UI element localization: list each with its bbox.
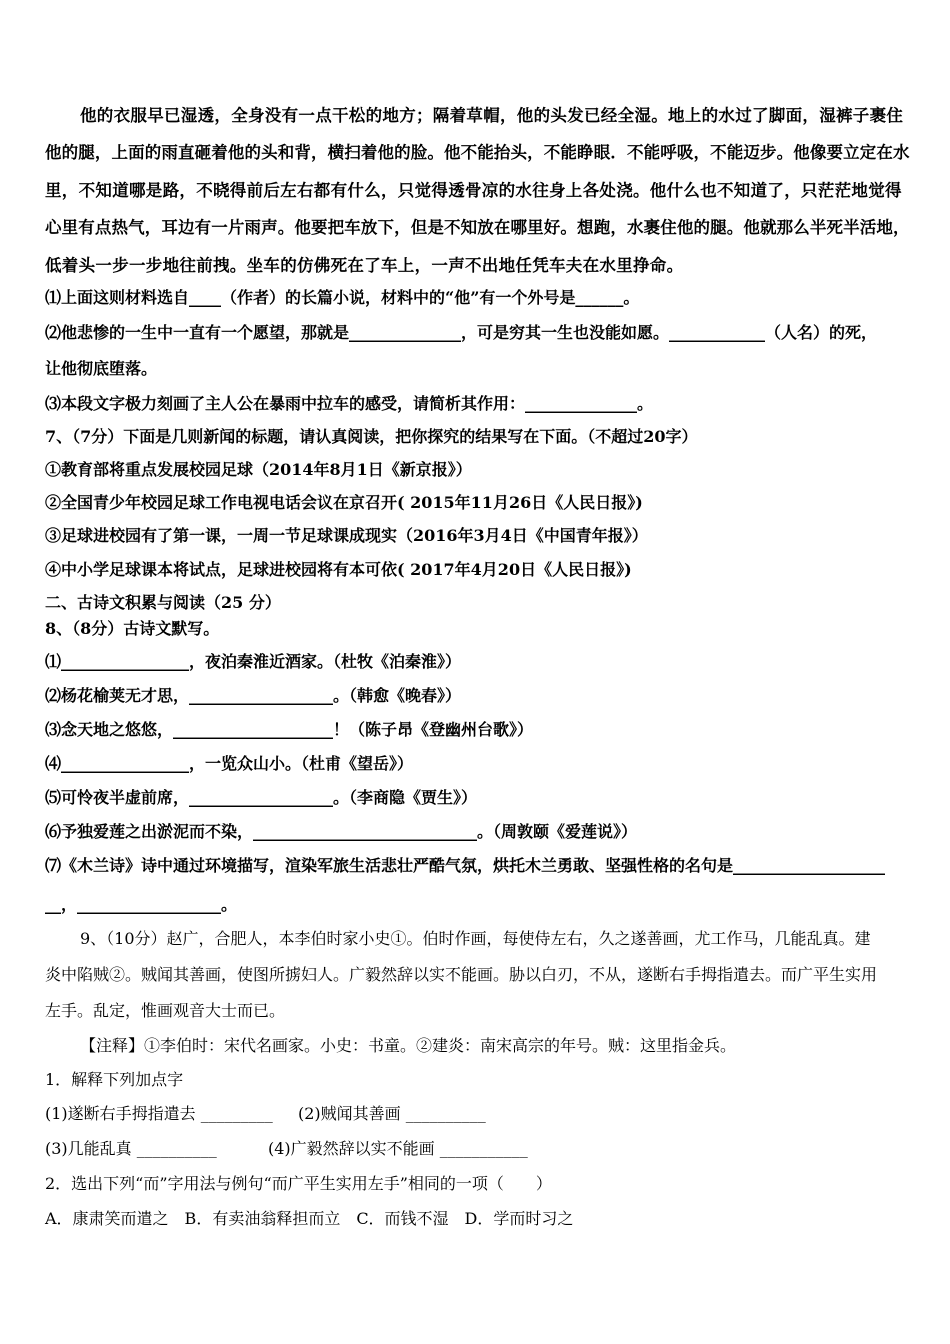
q7-item: ①教育部将重点发展校园足球（2014年8月1日《新京报》） — [45, 460, 472, 479]
q9-sub1-item: (4)广毅然辞以实不能画 ___________ — [268, 1139, 528, 1158]
q9-text-line: 左手。乱定，惟画观音大士而已。 — [45, 1001, 286, 1020]
passage-line: 低着头一步一步地往前拽。坐车的仿佛死在了车上，一声不出地任凭车夫在水里挣命。 — [45, 256, 684, 275]
q6-sub3: ⑶本段文字极力刻画了主人公在暴雨中拉车的感受，请简析其作用：______________。 — [45, 394, 654, 413]
q9-note: 【注释】①李伯时：宋代名画家。小史：书童。②建炎：南宋高宗的年号。贼：这里指金兵。 — [80, 1036, 737, 1055]
q6-sub2-cont: 让他彻底堕落。 — [45, 359, 158, 378]
q9-sub2-options: A．康肃笑而遣之 B．有卖油翁释担而立 C．而钱不湿 D．学而时习之 — [45, 1209, 574, 1228]
q6-sub1: ⑴上面这则材料选自____（作者）的长篇小说，材料中的“他”有一个外号是______。 — [45, 288, 640, 307]
passage-line: 他的腿，上面的雨直砸着他的头和背，横扫着他的脸。他不能抬头，不能睁眼．不能呼吸，不能迈步。他像要立定在水 — [45, 143, 910, 162]
q9-sub1-item: (2)贼闻其善画 __________ — [298, 1104, 486, 1123]
q7-title: 7、（7分）下面是几则新闻的标题，请认真阅读，把你探究的结果写在下面。（不超过20字） — [45, 427, 698, 446]
q9-text-line: 9、（10分）赵广，合肥人，本李伯时家小史①。伯时作画，每使侍左右，久之遂善画，尤工作马，几能乱真。建 — [80, 929, 871, 948]
q8-item: ⑹予独爱莲之出淤泥而不染，____________________________。（周敦颐《爱莲说》） — [45, 822, 638, 841]
q6-sub2: ⑵他悲惨的一生中一直有一个愿望，那就是______________，可是穷其一生也没能如愿。____________（人名）的死， — [45, 323, 878, 342]
q9-sub1-item: (3)几能乱真 __________ — [45, 1139, 217, 1158]
q9-sub2-title: 2．选出下列“而”字用法与例句“而广平生实用左手”相同的一项（ ） — [45, 1174, 552, 1193]
q8-item: ⑶念天地之悠悠，____________________！（陈子昂《登幽州台歌》） — [45, 720, 534, 739]
passage-line: 心里有点热气，耳边有一片雨声。他要把车放下，但是不知放在哪里好。想跑，水裹住他的腿。他就那么半死半活地， — [45, 218, 910, 237]
q7-item: ②全国青少年校园足球工作电视电话会议在京召开( 2015年11月26日《人民日报》) — [45, 493, 643, 512]
passage-line: 里，不知道哪是路，不晓得前后左右都有什么，只觉得透骨凉的水往身上各处浇。他什么也不知道了，只茫茫地觉得 — [45, 181, 902, 200]
passage-line: 他的衣服早已湿透，全身没有一点干松的地方；隔着草帽，他的头发已经全湿。地上的水过了脚面，湿裤子裹住 — [80, 106, 904, 125]
q8-item: ⑴________________，夜泊秦淮近酒家。（杜牧《泊秦淮》） — [45, 652, 462, 671]
q9-text-line: 炎中陷贼②。贼闻其善画，使图所掳妇人。广毅然辞以实不能画。胁以白刃，不从，遂断右手拇指遣去。而广平生实用 — [45, 965, 878, 984]
section-heading: 二、古诗文积累与阅读（25 分） — [45, 593, 281, 612]
q9-sub1-title: 1．解释下列加点字 — [45, 1070, 184, 1089]
q8-item: ⑵杨花榆荚无才思，__________________。（韩愈《晚春》） — [45, 686, 462, 705]
q7-item: ③足球进校园有了第一课，一周一节足球课成现实（2016年3月4日《中国青年报》） — [45, 526, 648, 545]
q9-sub1-item: (1)遂断右手拇指遣去 _________ — [45, 1104, 273, 1123]
q8-item: ⑸可怜夜半虚前席，__________________。（李商隐《贾生》） — [45, 788, 478, 807]
q8-item: ⑷________________，一览众山小。（杜甫《望岳》） — [45, 754, 414, 773]
q8-item: __，__________________。 — [45, 895, 238, 914]
q7-item: ④中小学足球课本将试点，足球进校园将有本可依( 2017年4月20日《人民日报》) — [45, 560, 632, 579]
q8-title: 8、（8分）古诗文默写。 — [45, 619, 220, 638]
q8-item: ⑺《木兰诗》诗中通过环境描写，渲染军旅生活悲壮严酷气氛，烘托木兰勇敢、坚强性格的名句是___________________ — [45, 856, 886, 875]
